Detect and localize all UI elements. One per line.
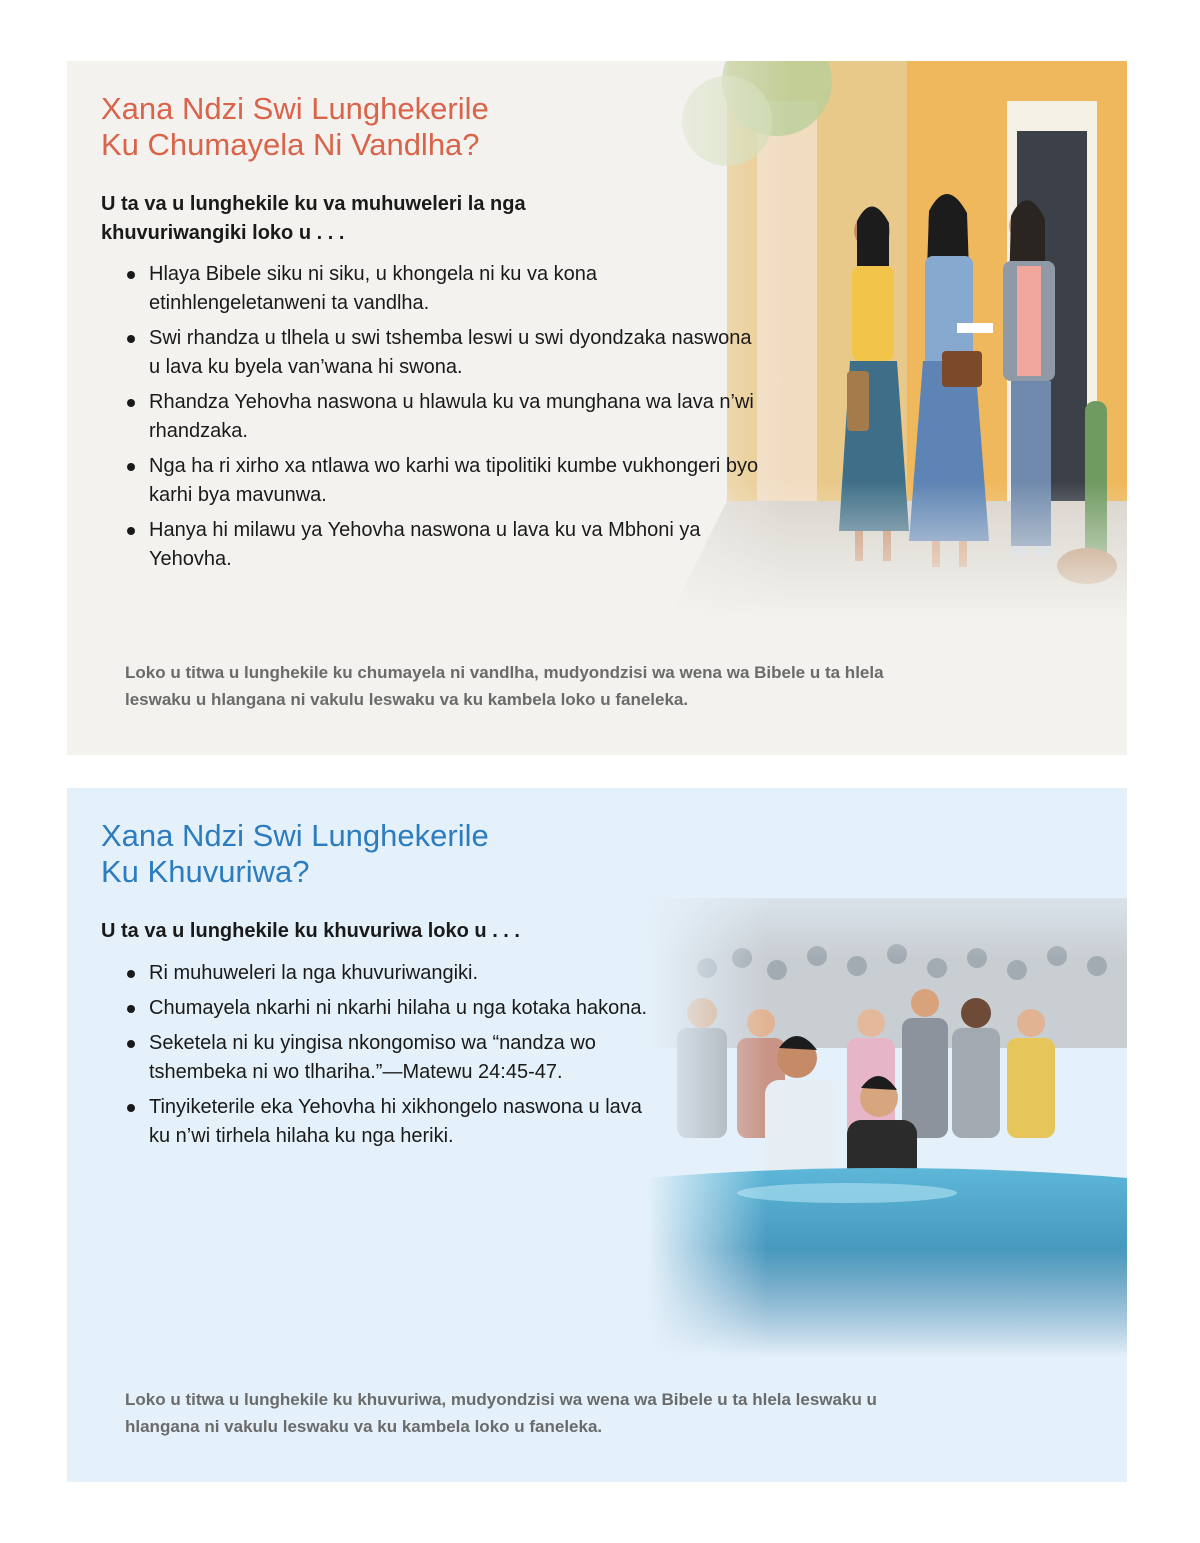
requirements-list [125,260,765,580]
list-item [125,452,765,510]
list-item [125,388,765,446]
list-item-text: Hanya hi milawu ya Yehovha naswona u lava ku va Mbhoni ya Yehovha. [149,519,701,570]
list-item-text: Hlaya Bibele siku ni siku, u khongela ni ku va kona etinhlengeletanweni ta vandlha. [149,263,598,314]
list-item [125,994,665,1023]
section-title [101,91,489,163]
title-line-2: Ku Chumayela Ni Vandlha? [101,127,480,162]
bullet-dot-icon [127,527,135,535]
list-item-text: Rhandza Yehovha naswona u hlawula ku va munghana wa lava n’wi rhandzaka. [149,391,754,442]
bullet-dot-icon [127,399,135,407]
title-line-2: Ku Khuvuriwa? [101,854,310,889]
list-item-text: Ri muhuweleri la nga khuvuriwangiki. [149,962,479,984]
list-item [125,324,765,382]
list-item-text: Nga ha ri xirho xa ntlawa wo karhi wa tipolitiki kumbe vukhongeri byo karhi bya mavunwa. [149,455,759,506]
list-item-text: Swi rhandza u tlhela u swi tshemba leswi u swi dyondzaka naswona u lava ku byela van’wana hi swona. [149,327,752,378]
intro-text [101,190,621,248]
note-text: Loko u titwa u lunghekile ku khuvuriwa, mudyondzisi wa wena wa Bibele u ta hlela leswaku u hlangana ni vakulu leswaku va ku kambela loko u faneleka. [125,1390,877,1436]
title-line-1: Xana Ndzi Swi Lunghekerile [101,91,489,126]
bullet-dot-icon [127,1104,135,1112]
bullet-dot-icon [127,1005,135,1013]
note-text: Loko u titwa u lunghekile ku chumayela ni vandlha, mudyondzisi wa wena wa Bibele u ta hlela leswaku u hlangana ni vakulu leswaku va ku kambela loko u faneleka. [125,663,884,709]
title-line-1: Xana Ndzi Swi Lunghekerile [101,818,489,853]
bullet-dot-icon [127,463,135,471]
list-item-text: Seketela ni ku yingisa nkongomiso wa “nandza wo tshembeka ni wo tlhariha.”—Matewu 24:45-47. [149,1032,596,1083]
list-item [125,1029,665,1087]
intro-line-1: U ta va u lunghekile ku va muhuweleri la nga [101,193,526,215]
list-item [125,516,765,574]
section-title [101,818,489,890]
intro-text: U ta va u lunghekile ku khuvuriwa loko u . . . [101,920,520,942]
list-item [125,959,665,988]
section-preaching [67,61,1127,755]
section-baptism [67,788,1127,1482]
list-item [125,260,765,318]
bullet-dot-icon [127,271,135,279]
list-item-text: Chumayela nkarhi ni nkarhi hilaha u nga kotaka hakona. [149,997,648,1019]
bullet-dot-icon [127,1040,135,1048]
intro-line-2: khuvuriwangiki loko u . . . [101,222,345,244]
requirements-list [125,959,665,1157]
baptism-illustration [647,858,1127,1358]
list-item-text: Tinyiketerile eka Yehovha hi xikhongelo naswona u lava ku n’wi tirhela hilaha ku nga heriki. [149,1096,642,1147]
bullet-dot-icon [127,970,135,978]
list-item [125,1093,665,1151]
bullet-dot-icon [127,335,135,343]
